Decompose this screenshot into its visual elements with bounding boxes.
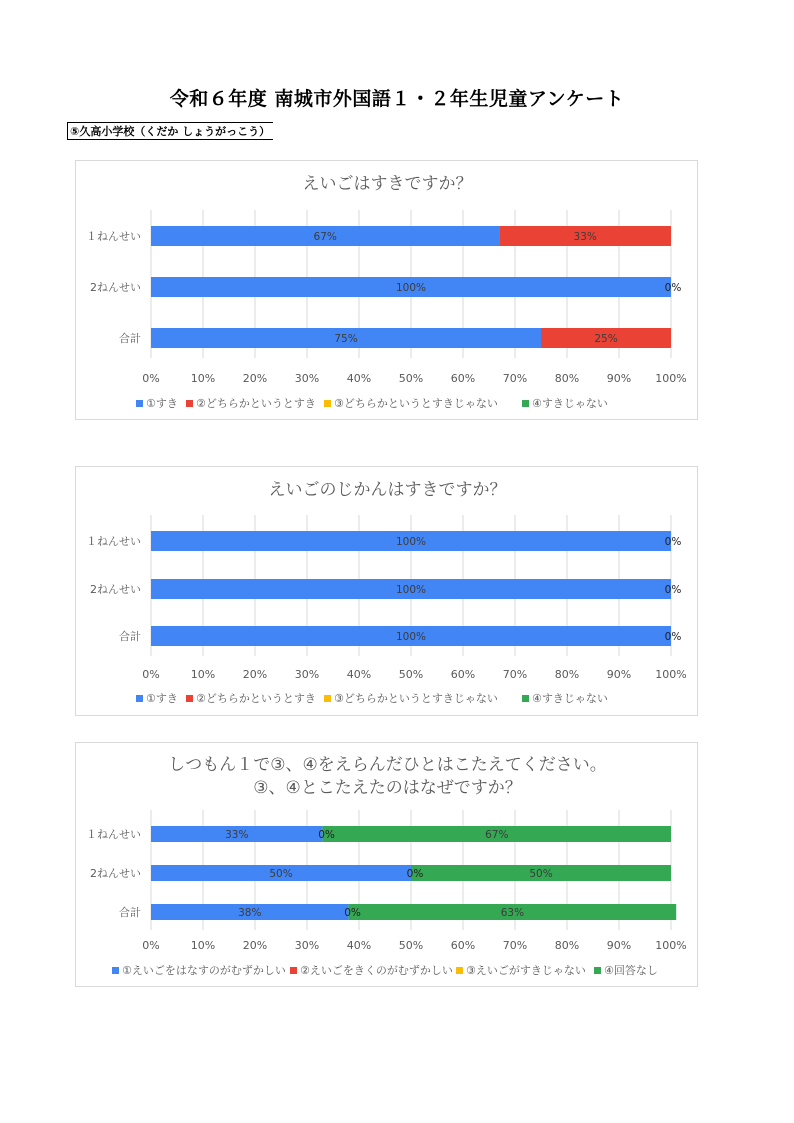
data-label: 0% [406,868,424,880]
x-tick-label: 100% [655,372,687,385]
legend-swatch [522,400,529,407]
x-tick-label: 10% [190,372,216,385]
legend-label: ①えいごをはなすのがむずかしい [122,964,286,977]
chart-english-class-like [75,466,698,716]
data-label: 50% [529,868,553,880]
chart-reason [75,742,698,987]
data-label: 0% [664,536,682,548]
data-label: 33% [225,829,249,841]
x-tick-label: 70% [502,939,528,952]
school-label [67,122,273,140]
x-tick-label: 100% [655,939,687,952]
data-label: 100% [395,282,427,294]
x-tick-label: 0% [142,372,160,385]
x-tick-label: 30% [294,668,320,681]
category-label: 合計 [119,332,141,345]
category-label: 2ねんせい [90,583,141,596]
x-tick-label: 20% [242,939,268,952]
x-tick-label: 30% [294,939,320,952]
legend-swatch [522,695,529,702]
chart-english-like [75,160,698,420]
data-label: 67% [485,829,509,841]
legend-label: ③どちらかというとすきじゃない [334,692,498,705]
data-label: 0% [664,584,682,596]
legend-swatch [136,400,143,407]
school-name: ⑤久高小学校（くだか しょうがっこう） [67,122,273,140]
legend-swatch [324,400,331,407]
data-label: 50% [269,868,293,880]
x-tick-label: 20% [242,372,268,385]
legend-swatch [290,967,297,974]
chart-svg [76,467,699,717]
legend-swatch [136,695,143,702]
x-tick-label: 0% [142,668,160,681]
x-tick-label: 40% [346,939,372,952]
x-tick-label: 50% [398,668,424,681]
data-label: 0% [344,907,361,919]
legend-label: ④すきじゃない [532,397,608,410]
data-label: 100% [395,631,427,643]
category-label: １ねんせい [86,828,141,841]
x-tick-label: 60% [450,372,476,385]
x-tick-label: 0% [142,939,160,952]
x-tick-label: 90% [606,939,632,952]
data-label: 0% [664,631,682,643]
data-label: 0% [664,282,682,294]
legend-swatch [112,967,119,974]
legend-label: ④回答なし [604,964,658,977]
data-label: 38% [238,907,262,919]
legend-label: ①すき [146,397,178,410]
category-label: １ねんせい [86,535,141,548]
legend-swatch [186,695,193,702]
x-tick-label: 90% [606,668,632,681]
chart-title: えいごはすきですか？ [302,174,473,194]
legend-swatch [324,695,331,702]
x-tick-label: 90% [606,372,632,385]
x-tick-label: 70% [502,668,528,681]
x-tick-label: 10% [190,668,216,681]
legend-label: ③どちらかというとすきじゃない [334,397,498,410]
data-label: 25% [594,333,618,345]
legend-label: ②えいごをきくのがむずかしい [300,964,453,977]
x-tick-label: 80% [554,668,580,681]
legend-swatch [456,967,463,974]
category-label: 2ねんせい [90,867,141,880]
x-tick-label: 80% [554,939,580,952]
legend-label: ②どちらかというとすき [196,397,316,410]
data-label: 63% [500,907,525,919]
legend-label: ③えいごがすきじゃない [466,964,586,977]
x-tick-label: 30% [294,372,320,385]
x-tick-label: 40% [346,668,372,681]
category-label: 合計 [119,630,141,643]
chart-title: しつもん１で③、④をえらんだひとはこたえてください。 [168,755,607,775]
data-label: 33% [573,231,597,243]
x-tick-label: 40% [346,372,372,385]
x-tick-label: 100% [655,668,687,681]
chart-title: ③、④とこたえたのはなぜですか？ [253,778,522,798]
legend-label: ①すき [146,692,178,705]
x-tick-label: 10% [190,939,216,952]
data-label: 100% [395,536,427,548]
data-label: 100% [395,584,427,596]
page-title: 令和６年度 南城市外国語１・２年生児童アンケート [169,88,625,110]
x-tick-label: 20% [242,668,268,681]
x-tick-label: 60% [450,668,476,681]
legend-swatch [594,967,601,974]
x-tick-label: 50% [398,372,424,385]
category-label: １ねんせい [86,230,141,243]
x-tick-label: 70% [502,372,528,385]
x-tick-label: 50% [398,939,424,952]
legend-swatch [186,400,193,407]
data-label: 0% [318,829,335,841]
x-tick-label: 80% [554,372,580,385]
data-label: 67% [313,231,337,243]
chart-svg [76,161,699,421]
category-label: 2ねんせい [90,281,141,294]
legend-label: ②どちらかというとすき [196,692,316,705]
category-label: 合計 [119,906,141,919]
chart-svg [76,743,699,988]
legend-label: ④すきじゃない [532,692,608,705]
chart-title: えいごのじかんはすきですか？ [268,480,507,500]
x-tick-label: 60% [450,939,476,952]
data-label: 75% [334,333,358,345]
